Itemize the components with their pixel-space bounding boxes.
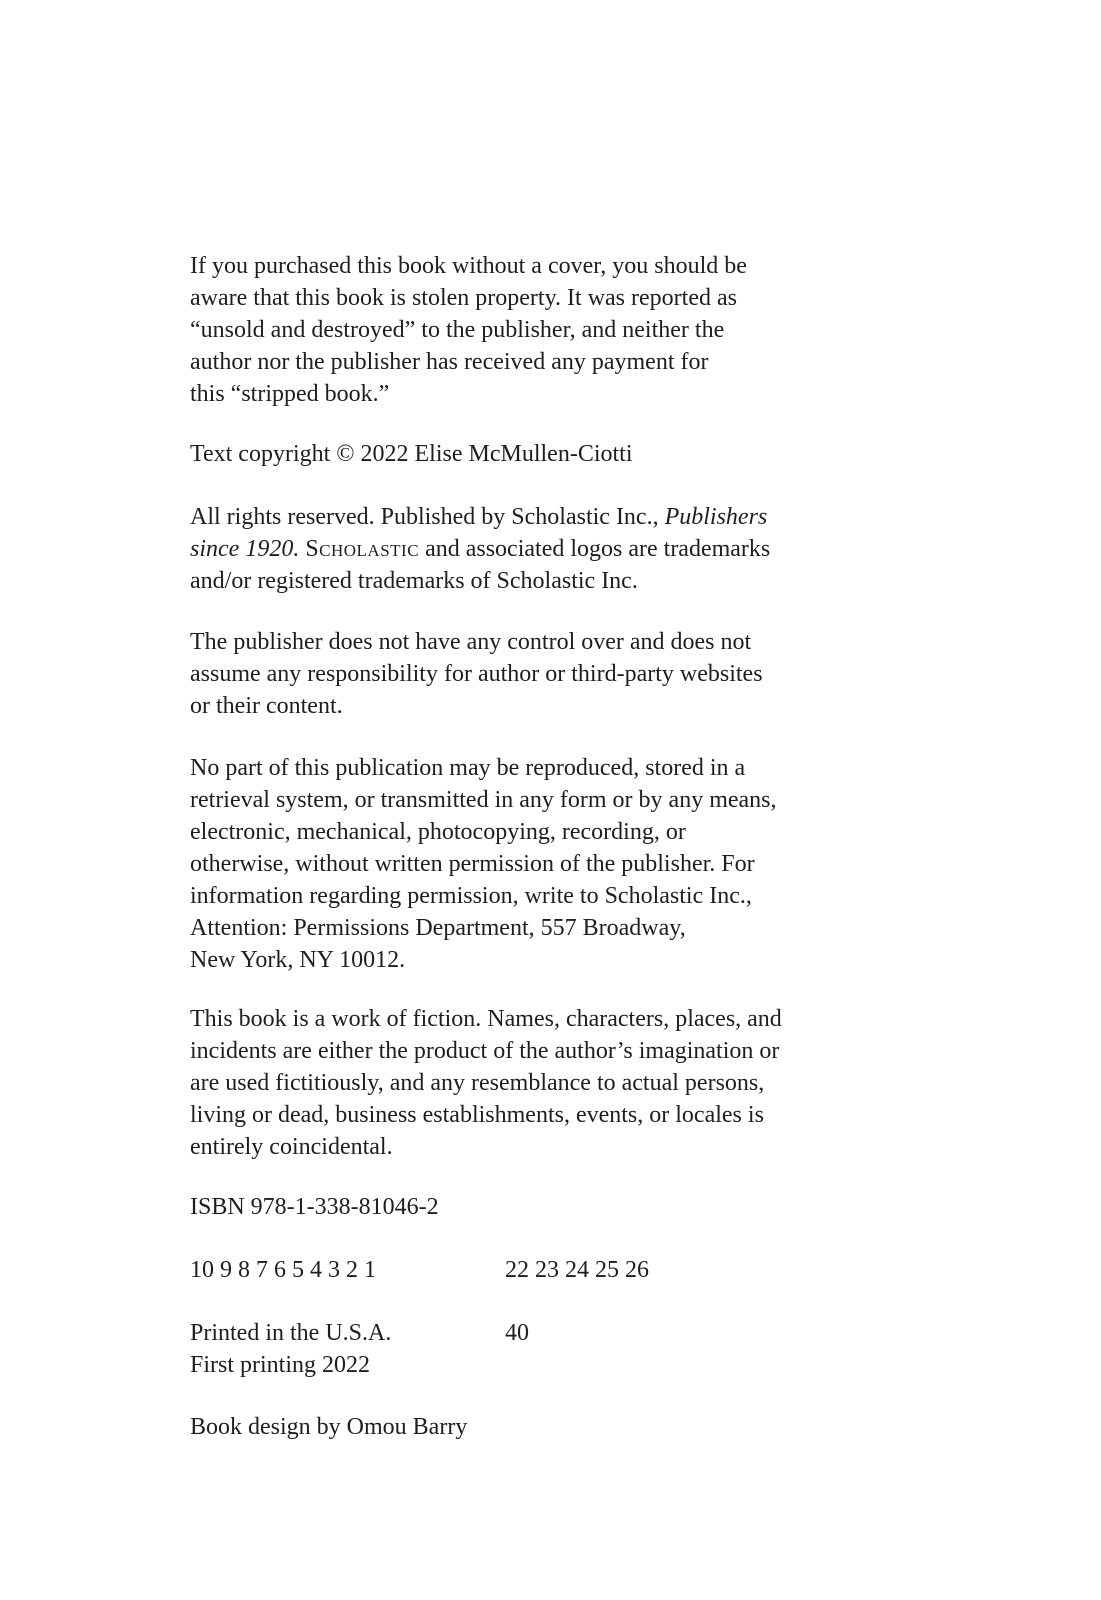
notice-line: If you purchased this book without a cover, you should be [190,253,747,279]
fiction-line: incidents are either the product of the author’s imagination or [190,1038,780,1064]
reproduction-line: otherwise, without written permission of the publisher. For [190,851,755,877]
rights-line-2 [190,533,770,565]
reproduction-line: electronic, mechanical, photocopying, recording, or [190,819,686,845]
fiction-line: entirely coincidental. [190,1134,393,1160]
fiction-line: This book is a work of fiction. Names, characters, places, and [190,1006,782,1032]
design-credit-text: Book design by Omou Barry [190,1414,468,1440]
rights-trademark-text: and associated logos are trademarks [419,536,771,562]
reproduction-line: information regarding permission, write to Scholastic Inc., [190,883,752,909]
isbn [190,1191,439,1223]
reproduction-line: Attention: Permissions Department, 557 Broadway, [190,915,686,941]
notice-line: “unsold and destroyed” to the publisher, and neither the [190,317,725,343]
isbn-text: ISBN 978-1-338-81046-2 [190,1194,439,1220]
since-italic: since 1920. [190,536,300,562]
impression-numbers: 10 9 8 7 6 5 4 3 2 1 [190,1257,376,1283]
reproduction-line: New York, NY 10012. [190,947,406,973]
printed-country: Printed in the U.S.A. [190,1320,392,1346]
printed-country-row [190,1317,890,1349]
fiction-line: living or dead, business establishments, events, or locales is [190,1102,764,1128]
printing-line [190,1254,890,1286]
copyright-line: Text copyright © 2022 Elise McMullen-Ciotti [190,441,633,467]
fiction-line: are used fictitiously, and any resemblance to actual persons, [190,1070,765,1096]
printing-years: 22 23 24 25 26 [505,1257,649,1283]
disclaimer-line: The publisher does not have any control over and does not [190,629,752,655]
first-printing: First printing 2022 [190,1352,371,1378]
copyright-notice [190,438,633,470]
stripped-book-notice [190,250,747,410]
reproduction-notice [190,752,777,976]
rights-line-3: and/or registered trademarks of Scholastic Inc. [190,568,638,594]
disclaimer-line: assume any responsibility for author or third-party websites [190,661,763,687]
reproduction-line: No part of this publication may be reproduced, stored in a [190,755,746,781]
notice-line: aware that this book is stolen property. It was reported as [190,285,737,311]
rights-prefix: All rights reserved. Published by Scholastic Inc., [190,504,665,530]
disclaimer-line: or their content. [190,693,343,719]
fiction-disclaimer [190,1003,782,1163]
reproduction-line: retrieval system, or transmitted in any form or by any means, [190,787,777,813]
printed-in [190,1317,890,1381]
printer-code: 40 [505,1320,529,1346]
design-credit [190,1411,467,1443]
rights-reserved [190,501,770,597]
rights-line-1 [190,501,770,533]
notice-line: author nor the publisher has received any payment for [190,349,709,375]
notice-line: this “stripped book.” [190,381,390,407]
publishers-italic: Publishers [664,504,768,530]
third-party-disclaimer [190,626,763,722]
scholastic-smallcaps: Scholastic [305,536,420,562]
